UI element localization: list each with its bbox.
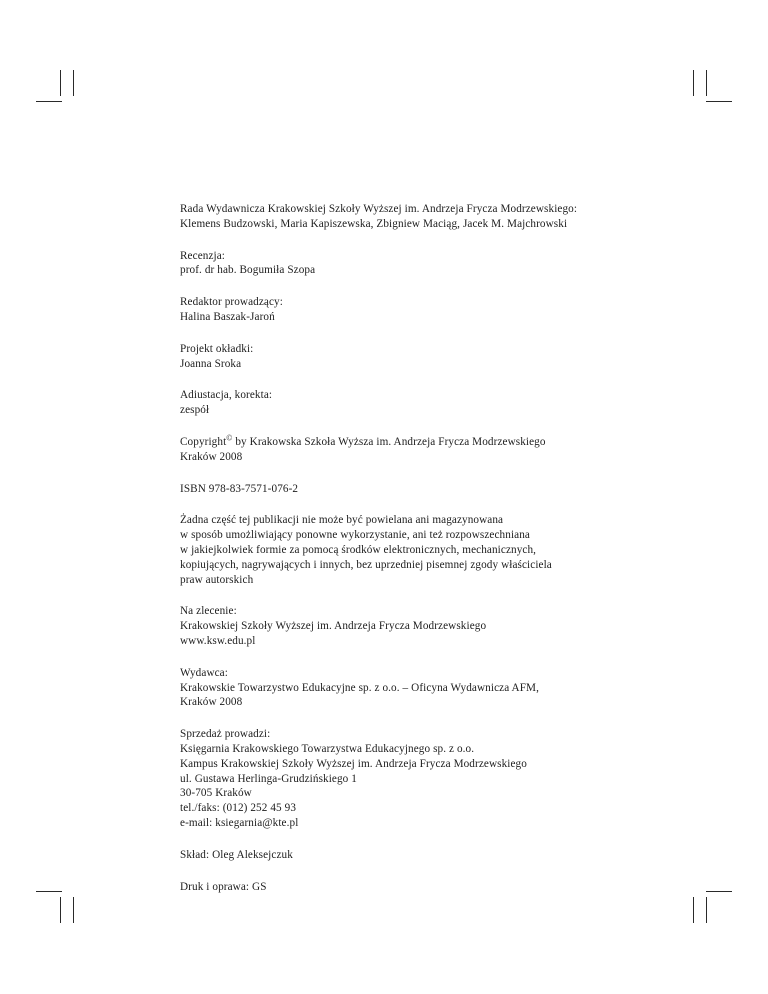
- sales-campus: Kampus Krakowskiej Szkoły Wyższej im. Andrzeja Frycza Modrzewskiego: [180, 757, 527, 770]
- rights-line-3: w jakiejkolwiek formie za pomocą środków elektronicznych, mechanicznych,: [180, 543, 537, 556]
- crop-mark-bottom-left-vertical-2: [73, 897, 74, 923]
- proofreading-section: [180, 388, 600, 418]
- reviewer-name: prof. dr hab. Bogumiła Szopa: [180, 264, 316, 277]
- publisher-label: Wydawca:: [180, 666, 228, 679]
- sales-phone: tel./faks: (012) 252 45 93: [180, 802, 297, 815]
- proofreading-label: Adiustacja, korekta:: [180, 389, 273, 402]
- crop-mark-top-left-vertical-1: [60, 70, 61, 96]
- council-members: Klemens Budzowski, Maria Kapiszewska, Zbigniew Maciąg, Jacek M. Majchrowski: [180, 217, 568, 230]
- crop-mark-top-right-horizontal: [706, 101, 732, 102]
- council-title: Rada Wydawnicza Krakowskiej Szkoły Wyższej im. Andrzeja Frycza Modrzewskiego:: [180, 203, 578, 215]
- copyright-line: [180, 435, 600, 450]
- crop-mark-bottom-left-vertical-1: [60, 897, 61, 923]
- crop-mark-top-right-vertical-2: [706, 70, 707, 96]
- sales-email: e-mail: ksiegarnia@kte.pl: [180, 816, 299, 829]
- typesetting: Skład: Oleg Aleksejczuk: [180, 848, 293, 861]
- publisher-name: Krakowskie Towarzystwo Edukacyjne sp. z o.o. – Oficyna Wydawnicza AFM,: [180, 681, 540, 694]
- copyright-holder: by Krakowska Szkoła Wyższa im. Andrzeja Frycza Modrzewskiego: [232, 435, 546, 448]
- crop-mark-bottom-right-vertical-2: [706, 897, 707, 923]
- isbn-section: [180, 482, 600, 497]
- crop-mark-bottom-left-horizontal: [36, 891, 62, 892]
- crop-mark-bottom-right-horizontal: [706, 891, 732, 892]
- copyright-word: Copyright: [180, 435, 227, 448]
- commission-label: Na zlecenie:: [180, 605, 237, 618]
- review-section: [180, 249, 600, 279]
- rights-line-1: Żadna część tej publikacji nie może być powielana ani magazynowana: [180, 514, 504, 527]
- rights-line-4: kopiujących, nagrywających i innych, bez uprzedniej pisemnej zgody właściciela: [180, 558, 552, 571]
- editor-section: [180, 295, 600, 325]
- printing-section: [180, 880, 600, 895]
- sales-section: [180, 727, 600, 831]
- copyright-place-year: Kraków 2008: [180, 450, 243, 463]
- publishing-council: [180, 202, 600, 232]
- isbn: ISBN 978-83-7571-076-2: [180, 482, 299, 495]
- rights-notice: [180, 513, 600, 587]
- sales-street: ul. Gustawa Herlinga-Grudzińskiego 1: [180, 772, 357, 785]
- editor-name: Halina Baszak-Jaroń: [180, 310, 275, 323]
- rights-line-2: w sposób umożliwiający ponowne wykorzystanie, ani też rozpowszechniana: [180, 529, 530, 542]
- commission-name: Krakowskiej Szkoły Wyższej im. Andrzeja Frycza Modrzewskiego: [180, 620, 487, 633]
- commission-website: www.ksw.edu.pl: [180, 634, 256, 647]
- cover-design-section: [180, 342, 600, 372]
- printing: Druk i oprawa: GS: [180, 880, 267, 893]
- publisher-place-year: Kraków 2008: [180, 696, 243, 709]
- crop-mark-bottom-right-vertical-1: [693, 897, 694, 923]
- crop-mark-top-right-vertical-1: [693, 70, 694, 96]
- copyright-section: [180, 435, 600, 465]
- sales-bookstore: Księgarnia Krakowskiego Towarzystwa Edukacyjnego sp. z o.o.: [180, 742, 475, 755]
- cover-designer-name: Joanna Sroka: [180, 357, 242, 370]
- typesetting-section: [180, 848, 600, 863]
- imprint-page: [180, 202, 600, 911]
- cover-design-label: Projekt okładki:: [180, 342, 254, 355]
- editor-label: Redaktor prowadzący:: [180, 296, 283, 309]
- crop-mark-top-left-vertical-2: [73, 70, 74, 96]
- proofreading-value: zespół: [180, 404, 210, 417]
- crop-mark-top-left-horizontal: [36, 101, 62, 102]
- copyright-symbol: ©: [226, 433, 233, 443]
- commission-section: [180, 604, 600, 648]
- publisher-section: [180, 666, 600, 710]
- rights-line-5: praw autorskich: [180, 573, 254, 586]
- sales-postal-city: 30-705 Kraków: [180, 787, 252, 800]
- review-label: Recenzja:: [180, 249, 225, 262]
- sales-label: Sprzedaż prowadzi:: [180, 728, 271, 741]
